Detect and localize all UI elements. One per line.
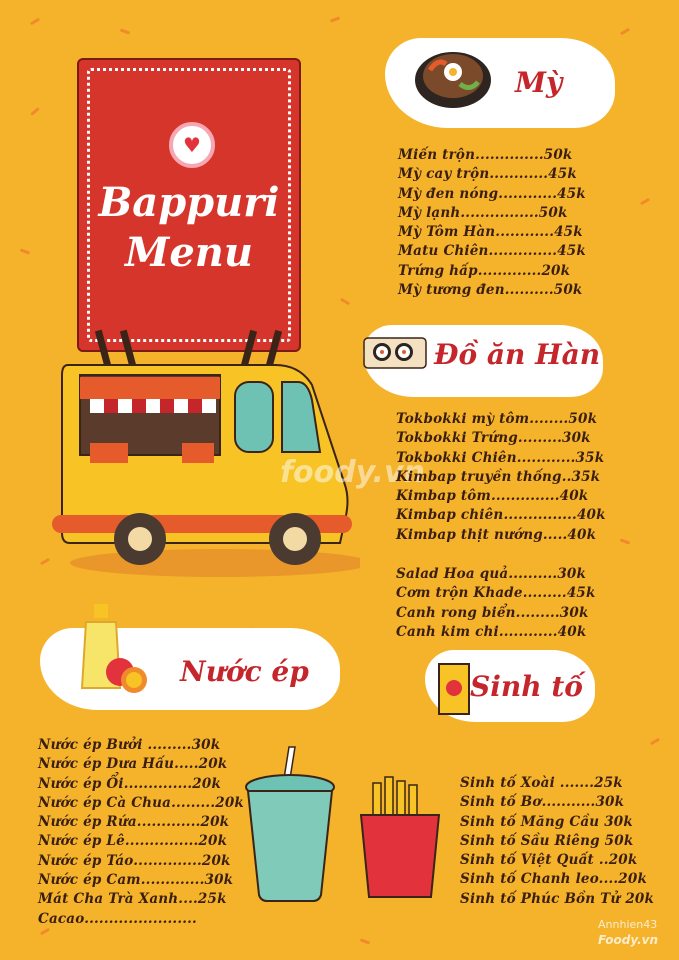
do-an-han-menu-list-2 <box>396 565 596 642</box>
nuoc-ep-menu-list <box>38 736 244 929</box>
menu-item: Sinh tố Bơ...........30k <box>460 794 625 811</box>
menu-item: Sinh tố Sầu Riêng 50k <box>460 832 634 849</box>
menu-item: Trứng hấp.............20k <box>398 262 571 279</box>
menu-item: Canh kim chi............40k <box>396 623 587 640</box>
sign-title-line1: Bappuri <box>98 179 280 226</box>
my-menu-list <box>398 146 586 300</box>
menu-item: Sinh tố Việt Quất ..20k <box>460 852 638 869</box>
menu-item: Mỳ đen nóng............45k <box>398 185 586 202</box>
menu-item: Mát Cha Trà Xanh....25k <box>38 891 227 908</box>
menu-item: Sinh tố Chanh leo....20k <box>460 871 648 888</box>
menu-item: Tokbokki Chiên............35k <box>396 449 605 466</box>
menu-item: Nước ép Ổi..............20k <box>38 775 222 792</box>
section-title-sinh-to: Sinh tố <box>470 670 583 703</box>
menu-item: Mỳ tương đen..........50k <box>398 282 583 299</box>
do-an-han-menu-list <box>396 410 606 545</box>
menu-item: Nước ép Rứa.............20k <box>38 814 230 831</box>
bibimbap-bowl-icon <box>408 42 498 112</box>
watermark-brand: Foody.vn <box>598 933 658 947</box>
menu-item: Kimbap thịt nướng.....40k <box>396 526 597 543</box>
menu-item: Kimbap truyền thống..35k <box>396 468 601 485</box>
menu-item: Nước ép Lê...............20k <box>38 833 228 850</box>
french-fries-icon <box>355 775 445 900</box>
menu-item: Tokbokki mỳ tôm........50k <box>396 411 598 427</box>
menu-item: Miến trộn..............50k <box>398 147 573 163</box>
sushi-icon <box>362 330 432 375</box>
smoothie-carton-icon <box>435 658 475 718</box>
menu-item: Nước ép Cam.............30k <box>38 872 234 889</box>
sinh-to-menu-list <box>460 774 654 909</box>
menu-item: Mỳ Tôm Hàn............45k <box>398 224 583 241</box>
menu-item: Nước ép Táo..............20k <box>38 852 231 869</box>
sign-title-line2: Menu <box>125 229 253 276</box>
menu-item: Cơm trộn Khade.........45k <box>396 585 596 602</box>
menu-item: Cacao....................... <box>38 910 197 927</box>
heart-icon: ♥ <box>169 122 215 168</box>
section-title-my: Mỳ <box>515 66 563 99</box>
menu-item: Kimbap chiên...............40k <box>396 507 606 524</box>
section-title-nuoc-ep: Nước ép <box>180 655 309 688</box>
menu-item: Canh rong biển.........30k <box>396 604 589 621</box>
watermark-foody-center: foody.vn <box>280 455 425 490</box>
menu-item: Matu Chiên..............45k <box>398 243 586 260</box>
watermark-user: Annhien43 <box>598 918 658 931</box>
menu-item: Mỳ lạnh................50k <box>398 204 568 221</box>
menu-item: Nước ép Bưởi .........30k <box>38 737 221 753</box>
soda-cup-icon <box>243 745 338 905</box>
menu-item: Nước ép Dưa Hấu.....20k <box>38 756 228 773</box>
menu-item: Sinh tố Phúc Bồn Tử 20k <box>460 890 655 907</box>
menu-item: Mỳ cay trộn............45k <box>398 166 577 183</box>
section-title-do-an-han: Đồ ăn Hàn <box>434 338 601 371</box>
sign-title <box>79 178 299 278</box>
menu-item: Tokbokki Trứng.........30k <box>396 430 591 447</box>
juice-bottle-fruit-icon <box>72 600 152 695</box>
menu-item: Sinh tố Xoài .......25k <box>460 775 623 791</box>
menu-item: Salad Hoa quả..........30k <box>396 566 587 582</box>
menu-sign <box>77 58 301 352</box>
menu-item: Nước ép Cà Chua.........20k <box>38 794 244 811</box>
menu-item: Kimbap tôm..............40k <box>396 488 589 505</box>
menu-item: Sinh tố Măng Cầu 30k <box>460 813 633 830</box>
food-truck-illustration <box>50 325 360 580</box>
